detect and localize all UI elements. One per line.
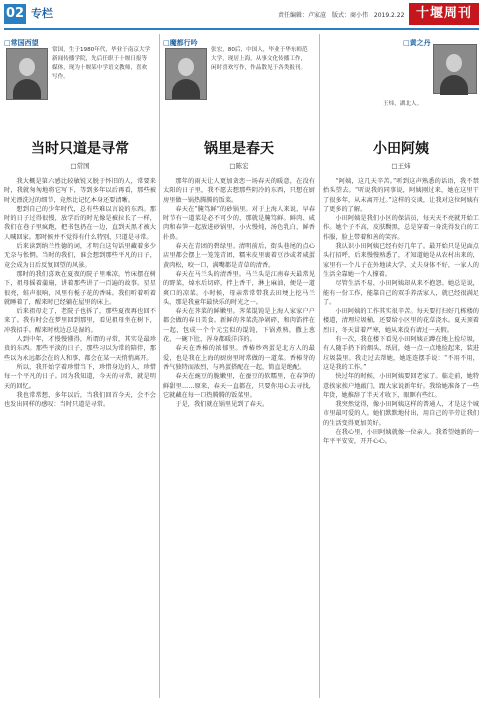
paragraph: 后来祖母走了，老院子也拆了，那些夏夜再也回不来了。我有时会在梦里回到那里，看见祖母坐在树下，冲我招手。醒来时枕边总是湿的。: [4, 308, 156, 334]
paragraph: 小田阿姨是我们小区的保洁员，每天天不亮就开始工作。她个子不高，皮肤黝黑，总是穿着一身洗得发白的工作服，脸上带着和善的笑容。: [323, 215, 479, 241]
column-divider: [159, 34, 160, 698]
editor-credits: [278, 10, 408, 19]
article-body: [163, 177, 315, 409]
article-column-3: [323, 34, 479, 699]
paragraph: “阿姨，这几天辛苦。”听到这声熟悉的话语，我不禁抬头望去。“听说我的同事说，阿姨刚过来，她在这里干了很多年，从未离开过。”这样的交谈，让我对这位阿姨有了更多的了解。: [323, 178, 479, 213]
paragraph: 想到自己的少年时代，总有些难以言说的东西。那时的日子过得很慢，放学后的时光像是被拉长了一样，我们在巷子里疯跑，把书包扔在一边，直到天黑才被大人喊回家。那时候并不觉得有什么特别，只道是寻常。: [4, 205, 156, 241]
column-name: □黄之丹: [403, 39, 431, 47]
paragraph: 有一次，我在楼下看见小田阿姨正蹲在地上捡垃圾，有人随手扔下的烟头、纸屑，她一点一点地捡起来，装进垃圾袋里。我走过去帮她，她连连摆手说：“不用不用，这是我的工作。”: [323, 336, 479, 371]
article-title: 当时只道是寻常: [31, 141, 129, 157]
author-box: [323, 34, 479, 128]
column-name: □常国西望: [4, 39, 39, 47]
column-name: □魔都行吟: [163, 39, 198, 47]
paragraph: 快过年的时候，小田阿姨要回老家了。临走前，她特意挨家挨户地敲门，跟大家说新年好。我给她准备了一些年货，她推辞了半天才收下，眼眶有些红。: [323, 373, 479, 399]
author-bio: 王炜，湖北人。: [383, 101, 423, 107]
paragraph: 人到中年，才慢慢懂得，所谓的寻常，其实是最珍贵的东西。那些平淡的日子，那些习以为常的陪伴，那些以为永远都会在的人和事，都会在某一天悄悄离开。: [4, 336, 156, 362]
section-title: 专栏: [31, 7, 53, 20]
author-bio: 常国，生于1980年代，毕业于南京大学新闻传播学院，先后任职于十堰日报等媒体，现为十堰某中学语文教师，喜欢写作。: [52, 47, 151, 80]
paragraph: 那时的我们喜欢在夏夜的院子里乘凉，竹床摆在树下，祖母摇着蒲扇，讲着那些讲了一百遍的故事。星星很亮，蛙声很响，风里有栀子花的香味。我们听着听着就睡着了，醒来时已经躺在屋里的床上。: [4, 270, 156, 306]
article-byline: □王炜: [391, 162, 411, 170]
article-byline: □陈宏: [229, 162, 249, 170]
article-column-2: [163, 34, 315, 699]
paragraph: 春天在马兰头的清香里。马兰头是江南春天最常见的野菜，焯水后切碎，拌上香干，淋上麻油，便是一道爽口的凉菜。小时候，母亲常常带我去田埂上挖马兰头，那是我童年最快乐的时光之一。: [163, 270, 315, 306]
author-photo: [6, 48, 48, 100]
header-divider: [4, 28, 479, 30]
paragraph: 春天在青团的碧绿里。清明前后，街头巷尾的点心店里都会摆上一笼笼青团，糯米皮里裹着豆沙或者咸蛋黄肉松，咬一口，满嘴都是青草的清香。: [163, 243, 315, 269]
author-box: [4, 34, 156, 128]
article-column-1: [4, 34, 156, 699]
page-header: [0, 0, 483, 34]
paragraph: 小田阿姨的工作其实很辛苦。每天要打扫好几栋楼的楼道，清理垃圾桶，还要给小区里的花草浇水。夏天顶着烈日，冬天冒着严寒，她从来没有请过一天假。: [323, 308, 479, 334]
author-bio: 张宏，80后，中国人，毕业于华东师范大学，现居上海，从事文化传播工作，闲时喜欢写作，作品散见于各类报刊。: [211, 47, 308, 71]
paragraph: 我也常常想，多年以后，当我们回首今天，会不会也发出同样的感叹：当时只道是寻常。: [4, 391, 156, 409]
author-photo: [165, 48, 207, 100]
issue-date: 2019.2.22: [373, 12, 405, 19]
article-byline: □常国: [70, 162, 90, 170]
paragraph: 我大概是第六感比较敏锐又脱于怀旧的人，常要来时，我就匆匆地将它写下，等到多年以后再看，那些被时光漂洗过的细节，竟然比记忆本身还要清晰。: [4, 178, 156, 204]
paragraph: 所以，我开始学着珍惜当下，珍惜身边的人，珍惜每一个平凡的日子。因为我知道，今天的寻常，就是明天的回忆。: [4, 363, 156, 390]
paragraph: 在我心里，小田阿姨就像一位亲人。我希望她新的一年平平安安，开开心心。: [323, 429, 479, 446]
paragraph: 春天在荠菜的鲜嫩里。荠菜馄饨是上海人家家户户都会做的春日美食。新鲜的荠菜洗净剁碎，和肉馅拌在一起，包成一个个元宝似的馄饨，下锅煮熟，撒上葱花，一碗下肚，浑身都暖洋洋的。: [163, 308, 315, 344]
newspaper-brand-logo: 十堰周刊: [409, 3, 479, 25]
paragraph: 于是，我们就在锅里见到了春天。: [175, 401, 269, 409]
paragraph: 我突然觉得，像小田阿姨这样的普通人，才是这个城市里最可爱的人。她们默默地付出，用自己的辛劳让我们的生活变得更加美好。: [323, 401, 479, 427]
paragraph: 春天在香椿的浓郁里。香椿炒鸡蛋是北方人的最爱，也是我在上海的厨房里时常做的一道菜。香椿芽的香气独特而浓烈，与鸡蛋搭配在一起，简直是绝配。: [163, 345, 315, 371]
column-divider: [319, 34, 320, 698]
paragraph: 春天在豌豆的脆嫩里，在蚕豆的软糯里，在春笋的鲜甜里……原来，春天一直都在，只要你用心去寻找，它就藏在每一口热腾腾的饭菜里。: [163, 373, 315, 399]
paragraph: 尽管生活不易，小田阿姨却从来不抱怨。她总是说，能有一份工作，能靠自己的双手养活家人，就已经很满足了。: [323, 280, 479, 306]
author-photo: [433, 44, 477, 94]
paragraph: 那年的雨天让人更加贪恋一场春天的暖意，在没有太阳的日子里，我不愿去想那些阴冷的东西，只想在厨房里做一锅热腾腾的饭菜。: [163, 178, 315, 204]
article-body: [323, 177, 479, 447]
paragraph: 我认识小田阿姨已经有好几年了。最开始只是见面点头打招呼，后来慢慢熟悉了，才知道她是从农村出来的，家里有一个儿子在外地读大学，丈夫身体不好，一家人的生活全靠她一个人撑着。: [323, 243, 479, 278]
page-number: 02: [4, 4, 26, 24]
author-box: [163, 34, 315, 128]
layout-label: 版式：商小伟: [331, 12, 368, 19]
paragraph: 后来读到纳兰性德的词，才明白这句话里藏着多少无奈与怅惘。当时的我们，谁会想到那些平凡的日子，竟会成为日后反复回望的风景。: [4, 243, 156, 269]
editor-label: 责任编辑：卢家渲: [278, 12, 327, 19]
article-title: 锅里是春天: [204, 141, 274, 157]
article-title: 小田阿姨: [373, 141, 429, 157]
article-body: [4, 177, 156, 409]
paragraph: 春天在“腌笃鲜”的砂锅里。对于上海人来说，早春时节有一道菜是必不可少的，那就是腌笃鲜。鲜肉、咸肉和春笋一起放进砂锅里，小火慢炖，汤色乳白，鲜香扑鼻。: [163, 205, 315, 241]
